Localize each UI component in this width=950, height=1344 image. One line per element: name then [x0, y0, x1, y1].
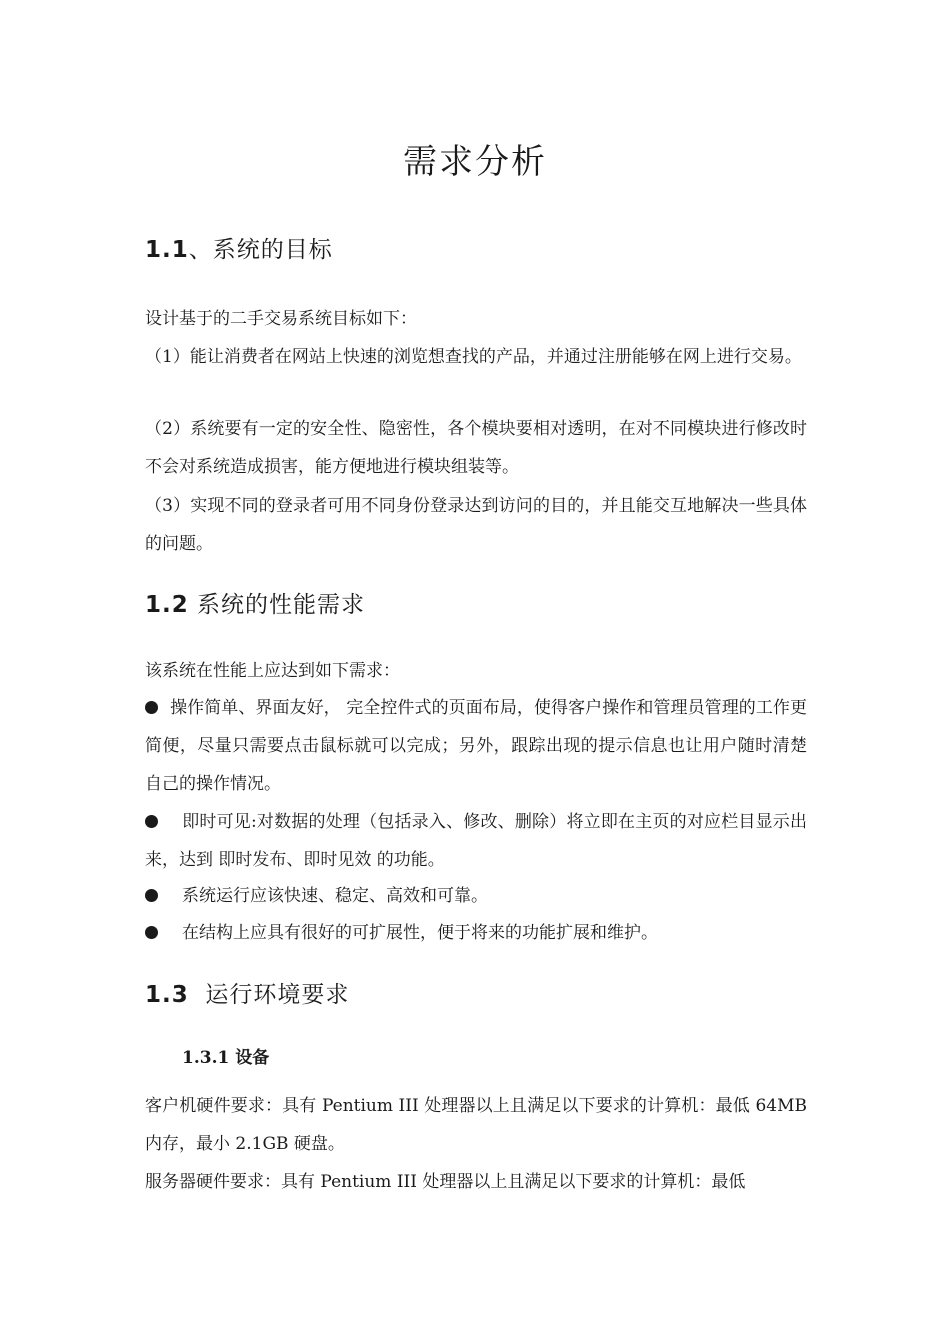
bullet-text: 即时可见:对数据的处理（包括录入、修改、删除）将立即在主页的对应栏目显示出来，达到 即时发布、即时见效 的功能。	[145, 812, 807, 870]
bullet-icon	[145, 926, 158, 939]
section-number: 1.2	[145, 592, 189, 618]
goal-item-1: （1）能让消费者在网站上快速的浏览想查找的产品，并通过注册能够在网上进行交易。	[145, 347, 802, 367]
section-intro: 设计基于的二手交易系统目标如下：	[145, 309, 417, 329]
bullet-item	[145, 689, 807, 803]
bullet-text: 操作简单、界面友好， 完全控件式的页面布局，使得客户操作和管理员管理的工作更简便，尽量只需要点击鼠标就可以完成；另外，跟踪出现的提示信息也让用户随时清楚自己的操作情况。	[145, 698, 807, 794]
bullet-text: 系统运行应该快速、稳定、高效和可靠。	[182, 886, 488, 906]
goal-item-2: （2）系统要有一定的安全性、隐密性，各个模块要相对透明，在对不同模块进行修改时不会对系统造成损害，能方便地进行模块组装等。	[145, 419, 807, 477]
section-number: 1.1	[145, 237, 189, 263]
section-heading-1-3	[145, 976, 349, 1009]
section-heading-1-1	[145, 231, 333, 264]
section-title: 、系统的目标	[188, 237, 333, 263]
section-title: 运行环境要求	[188, 982, 350, 1008]
client-hardware-requirement: 客户机硬件要求：具有 Pentium III 处理器以上且满足以下要求的计算机：最低 64MB 内存，最小 2.1GB 硬盘。	[145, 1096, 807, 1154]
bullet-item	[145, 803, 807, 879]
document-title: 需求分析	[403, 142, 547, 182]
bullet-item	[145, 914, 807, 952]
bullet-text: 在结构上应具有很好的可扩展性，便于将来的功能扩展和维护。	[182, 923, 658, 943]
subsection-number: 1.3.1	[182, 1048, 230, 1068]
goal-item-3: （3）实现不同的登录者可用不同身份登录达到访问的目的，并且能交互地解决一些具体的问题。	[145, 496, 807, 554]
bullet-icon	[145, 815, 158, 828]
section-heading-1-2	[145, 586, 365, 619]
bullet-item	[145, 877, 807, 915]
subsection-heading-1-3-1	[182, 1043, 269, 1068]
server-hardware-requirement: 服务器硬件要求：具有 Pentium III 处理器以上且满足以下要求的计算机：最低	[145, 1172, 746, 1192]
subsection-title: 设备	[229, 1048, 270, 1068]
section-title: 系统的性能需求	[188, 592, 366, 618]
bullet-icon	[145, 701, 158, 714]
section-number: 1.3	[145, 982, 189, 1008]
section-intro: 该系统在性能上应达到如下需求：	[145, 661, 400, 681]
bullet-icon	[145, 889, 158, 902]
